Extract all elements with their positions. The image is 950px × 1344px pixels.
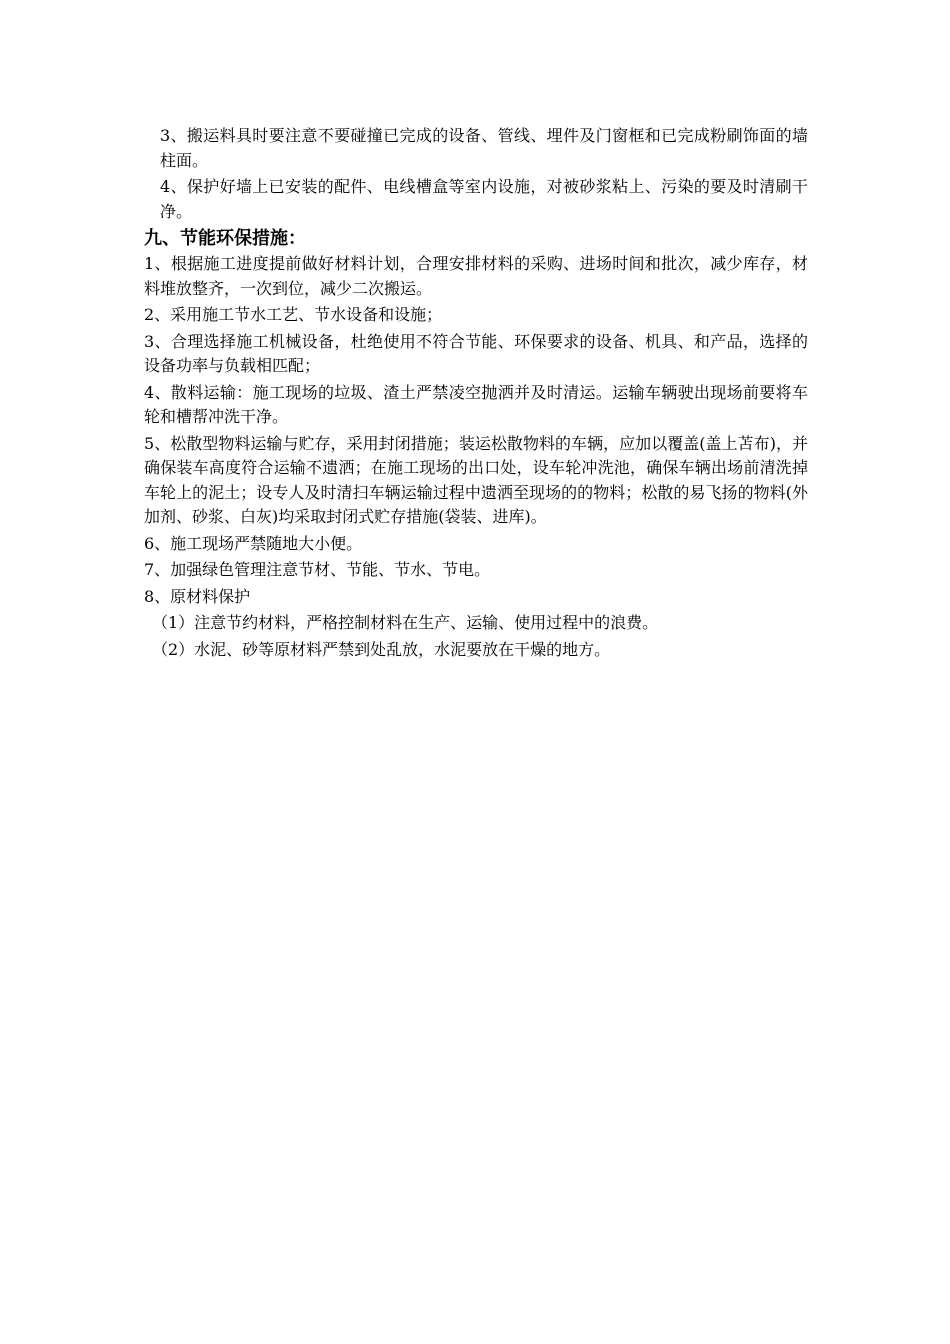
material-protection-list [144, 611, 808, 662]
material-sub-item-2: （2）水泥、砂等原材料严禁到处乱放，水泥要放在干燥的地方。 [152, 639, 611, 659]
measure-item-5: 5、松散型物料运输与贮存，采用封闭措施；装运松散物料的车辆，应加以覆盖(盖上苫布)，并确保装车高度符合运输不遗洒；在施工现场的出口处，设车轮冲洗池，确保车辆出场前清洗掉车轮上的泥土；设专人及时清扫车辆运输过程中遗洒至现场的的物料；松散的易飞扬的物料(外加剂、砂浆、白灰)均采取封闭式贮存措施(袋装、进库)。 [144, 433, 808, 526]
measure-item-8: 8、原材料保护 [144, 586, 251, 606]
section-heading-energy-environment: 九、节能环保措施： [144, 228, 306, 249]
protection-item-4: 4、保护好墙上已安装的配件、电线槽盒等室内设施，对被砂浆粘上、污染的要及时清刷干净。 [160, 177, 808, 221]
measure-item-4: 4、散料运输：施工现场的垃圾、渣土严禁凌空抛洒并及时清运。运输车辆驶出现场前要将车轮和槽帮冲洗干净。 [144, 382, 808, 426]
protection-item-3: 3、搬运料具时要注意不要碰撞已完成的设备、管线、埋件及门窗框和已完成粉刷饰面的墙柱面。 [160, 126, 808, 170]
material-sub-item-1: （1）注意节约材料，严格控制材料在生产、运输、使用过程中的浪费。 [152, 613, 659, 632]
measure-item-3: 3、合理选择施工机械设备，杜绝使用不符合节能、环保要求的设备、机具、和产品，选择的设备功率与负载相匹配； [144, 331, 808, 375]
document-page [144, 124, 808, 664]
protection-list [144, 124, 808, 224]
measure-item-6: 6、施工现场严禁随地大小便。 [144, 533, 363, 553]
measure-item-7: 7、加强绿色管理注意节材、节能、节水、节电。 [144, 560, 491, 579]
measures-list [144, 252, 808, 609]
measure-item-1: 1、根据施工进度提前做好材料计划，合理安排材料的采购、进场时间和批次，减少库存，材料堆放整齐，一次到位，减少二次搬运。 [144, 254, 808, 298]
measure-item-2: 2、采用施工节水工艺、节水设备和设施； [144, 305, 443, 324]
